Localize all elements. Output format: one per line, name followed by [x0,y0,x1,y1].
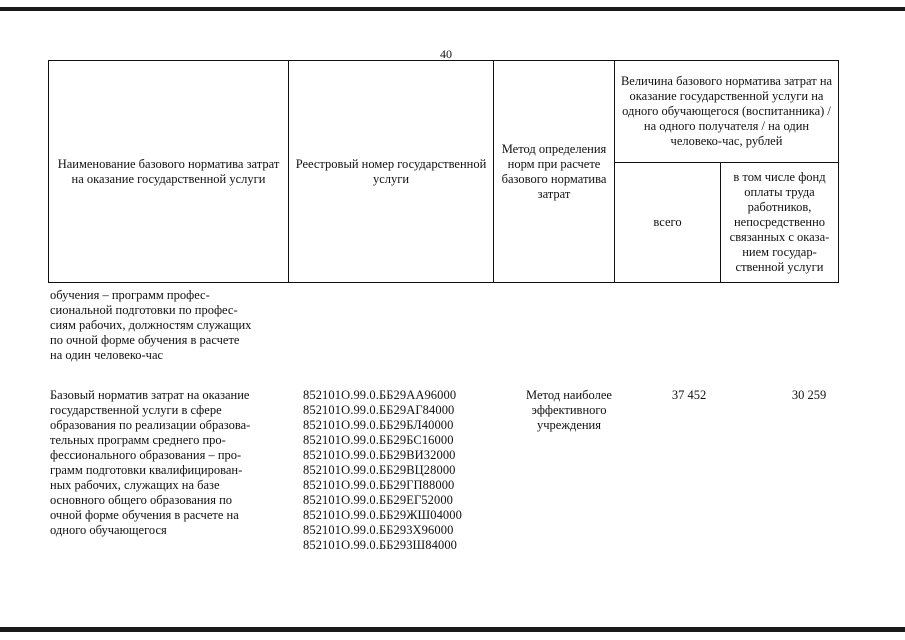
method-value: Метод наиболее эффективного учреждения [526,388,612,432]
header-value: Величина базового норматива затрат на оказание государственной услуги на одного обучающегося (воспитанника) / на одного получателя / на один человеко-час, рублей [620,74,833,148]
header-total-cell [615,163,721,283]
service-name-line: тельных программ среднего про- [50,433,226,447]
registry-number: 852101О.99.0.ББ293Х96000 [303,523,454,537]
service-name-line: ных рабочих, служащих на базе [50,478,220,492]
registry-number: 852101О.99.0.ББ293Ш84000 [303,538,458,552]
service-name [50,388,295,538]
total-value: 37 452 [671,388,707,402]
header-value-cell [615,61,839,163]
registry-number: 852101О.99.0.ББ29АГ84000 [303,403,455,417]
continuation-line: на один человеко-час [50,348,164,362]
service-name-line: образования по реализации образова- [50,418,251,432]
continuation-line: обучения – программ профес- [50,288,210,302]
page-number: 40 [440,47,452,61]
scan-border-bottom [0,627,905,632]
continuation-line: по очной форме обучения в расчете [50,333,240,347]
header-name-cell [49,61,289,283]
registry-number: 852101О.99.0.ББ29АА96000 [303,388,457,402]
registry-number: 852101О.99.0.ББ29ВЦ28000 [303,463,456,477]
registry-number: 852101О.99.0.ББ29БС16000 [303,433,454,447]
registry-number: 852101О.99.0.ББ29ЕГ52000 [303,493,454,507]
service-name-line: одного обучающегося [50,523,167,537]
header-table [48,60,839,283]
service-name-line: основного общего образования по [50,493,233,507]
registry-numbers [303,388,508,553]
continuation-line: сиям рабочих, должностям служащих [50,318,252,332]
service-name-line: государственной услуги в сфере [50,403,222,417]
header-method: Метод определения норм при расчете базового норматива затрат [501,141,607,201]
header-total: всего [653,215,682,229]
header-wage: в том числе фонд оплаты труда работников, непосредственно связанных с оказа-нием государ-ственной услуги [729,170,830,274]
service-name-line: грамм подготовки квалифицирован- [50,463,243,477]
registry-number: 852101О.99.0.ББ29ГП88000 [303,478,455,492]
header-registry: Реестровый номер государственной услуги [295,156,487,186]
scan-border-top [0,7,905,11]
registry-number: 852101О.99.0.ББ29БЛ40000 [303,418,454,432]
header-registry-cell [289,61,494,283]
registry-number: 852101О.99.0.ББ29ЖШ04000 [303,508,462,522]
service-name-line: очной форме обучения в расчете на [50,508,239,522]
continuation-text [50,288,295,363]
wage-fund-value: 30 259 [791,388,827,402]
registry-number: 852101О.99.0.ББ29ВИ32000 [303,448,456,462]
service-name-line: фессионального образования – про- [50,448,242,462]
header-method-cell [494,61,615,283]
header-name: Наименование базового норматива затрат на оказание государственной услуги [57,156,280,186]
header-wage-cell [721,163,839,283]
service-name-line: Базовый норматив затрат на оказание [50,388,250,402]
continuation-line: сиональной подготовки по профес- [50,303,238,317]
